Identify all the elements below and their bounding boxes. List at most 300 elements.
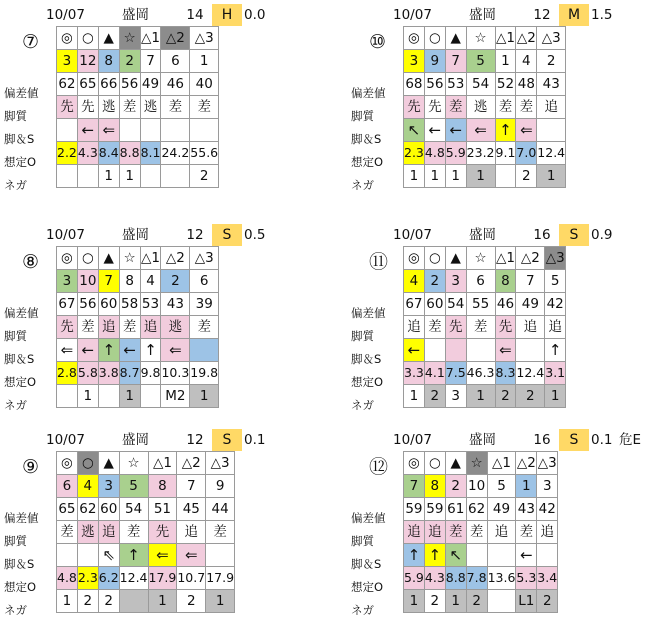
dev-row xyxy=(404,293,566,316)
horse-number-cell: 5 xyxy=(119,475,148,498)
race-date: 10/07 xyxy=(46,227,85,243)
expected-odds-cell: 9.8 xyxy=(140,362,161,385)
row-label: 偏差値 xyxy=(351,306,386,320)
leg-speed-cell: ↑ xyxy=(404,544,425,567)
running-style-cell: 差 xyxy=(77,316,98,339)
mark-cell: △3 xyxy=(190,27,219,50)
mark-cell: ▲ xyxy=(98,247,119,270)
leg-speed-cell xyxy=(466,339,495,362)
leg-speed-cell: ⇐ xyxy=(495,339,516,362)
horse-number-cell: 4 xyxy=(404,270,425,293)
style-row xyxy=(57,521,235,544)
row-label: 想定O xyxy=(4,155,37,169)
mark-cell: △1 xyxy=(140,27,161,50)
row-label: 脚＆S xyxy=(351,352,382,366)
marks-row xyxy=(57,247,219,270)
horse-number-cell: 3 xyxy=(98,475,119,498)
running-style-cell: 先 xyxy=(57,96,78,119)
horses-row xyxy=(57,270,219,293)
row-label: ネガ xyxy=(4,398,27,412)
expected-odds-cell: 12.4 xyxy=(537,142,566,165)
negative-cell: 2 xyxy=(516,385,545,408)
deviation-cell: 43 xyxy=(161,293,190,316)
leg-speed-cell xyxy=(466,544,487,567)
deviation-cell: 55 xyxy=(466,293,495,316)
prediction-grid xyxy=(56,26,219,188)
deviation-cell: 54 xyxy=(466,73,495,96)
leg-speed-cell xyxy=(57,119,78,142)
negative-cell: 1 xyxy=(445,165,466,188)
mark-cell: △2 xyxy=(177,452,206,475)
expected-odds-cell: 5.9 xyxy=(445,142,466,165)
marks-row xyxy=(57,452,235,475)
negative-cell: 1 xyxy=(466,165,495,188)
deviation-cell: 67 xyxy=(57,293,78,316)
running-style-cell: 差 xyxy=(495,96,516,119)
negative-cell xyxy=(161,165,190,188)
expected-odds-cell: 2.8 xyxy=(57,362,78,385)
running-style-cell: 逃 xyxy=(161,316,190,339)
negative-cell xyxy=(487,590,516,613)
deviation-cell: 65 xyxy=(57,498,78,521)
negative-cell xyxy=(77,165,98,188)
row-label: 想定O xyxy=(4,375,37,389)
row-labels xyxy=(4,302,39,417)
track-condition-badge: S xyxy=(212,224,242,246)
mark-cell: △2 xyxy=(516,452,537,475)
deviation-cell: 56 xyxy=(119,73,140,96)
dev-row xyxy=(404,498,558,521)
horse-number-cell: 4 xyxy=(516,50,537,73)
mark-cell: ◎ xyxy=(57,27,78,50)
running-style-cell: 差 xyxy=(466,521,487,544)
dev-row xyxy=(404,73,566,96)
negative-cell: 1 xyxy=(119,165,140,188)
horse-number-cell: 1 xyxy=(190,50,219,73)
running-style-cell: 差 xyxy=(161,96,190,119)
leg-speed-cell xyxy=(537,544,558,567)
deviation-cell: 43 xyxy=(516,498,537,521)
deviation-cell: 51 xyxy=(148,498,177,521)
deviation-cell: 59 xyxy=(404,498,425,521)
leg-speed-cell: ⇐ xyxy=(57,339,78,362)
expected-odds-cell: 5.8 xyxy=(77,362,98,385)
leg-speed-cell: ⇐ xyxy=(466,119,495,142)
expected-odds-cell: 7.0 xyxy=(516,142,537,165)
leg-speed-cell xyxy=(140,119,161,142)
row-labels xyxy=(351,302,386,417)
legs-row xyxy=(404,544,558,567)
leg-speed-cell xyxy=(206,544,235,567)
race-date: 10/07 xyxy=(393,227,432,243)
leg-speed-cell: ⇐ xyxy=(161,339,190,362)
expected-odds-cell: 12.4 xyxy=(516,362,545,385)
running-style-cell: 差 xyxy=(445,96,466,119)
deviation-cell: 40 xyxy=(190,73,219,96)
marks-row xyxy=(57,27,219,50)
running-style-cell: 追 xyxy=(537,96,566,119)
dev-row xyxy=(57,293,219,316)
deviation-cell: 53 xyxy=(140,293,161,316)
mark-cell: ▲ xyxy=(445,452,466,475)
leg-speed-cell xyxy=(161,119,190,142)
mark-cell: ▲ xyxy=(445,247,466,270)
negative-cell: 2 xyxy=(424,590,445,613)
running-style-cell: 逃 xyxy=(466,96,495,119)
horse-number-cell: 1 xyxy=(495,50,516,73)
running-style-cell: 差 xyxy=(466,316,495,339)
mark-cell: △2 xyxy=(161,27,190,50)
mark-cell: ○ xyxy=(77,247,98,270)
row-label: ネガ xyxy=(4,603,27,617)
expected-odds-cell: 8.7 xyxy=(119,362,140,385)
leg-speed-cell: ↑ xyxy=(140,339,161,362)
expected-odds-cell: 3.8 xyxy=(98,362,119,385)
mark-cell: ☆ xyxy=(119,247,140,270)
mark-cell: △3 xyxy=(537,27,566,50)
horse-number-cell: 3 xyxy=(57,270,78,293)
running-style-cell: 追 xyxy=(404,316,425,339)
mark-cell: △3 xyxy=(537,452,558,475)
marks-row xyxy=(404,452,558,475)
negative-cell: 2 xyxy=(190,165,219,188)
race-index-value: 0.1 xyxy=(244,432,266,448)
race-number: ⑨ xyxy=(22,456,40,478)
deviation-cell: 45 xyxy=(177,498,206,521)
deviation-cell: 68 xyxy=(404,73,425,96)
deviation-cell: 62 xyxy=(466,498,487,521)
expected-odds-cell: 9.1 xyxy=(495,142,516,165)
horse-number-cell: 8 xyxy=(148,475,177,498)
running-style-cell: 先 xyxy=(404,96,425,119)
race-number: ⑪ xyxy=(369,251,389,273)
horse-number-cell: 3 xyxy=(57,50,78,73)
horse-number-cell: 2 xyxy=(119,50,140,73)
horse-number-cell: 8 xyxy=(119,270,140,293)
negative-cell xyxy=(98,385,119,408)
mark-cell: △1 xyxy=(495,27,516,50)
runner-count: 12 xyxy=(186,432,204,448)
leg-speed-cell: ↖ xyxy=(404,119,425,142)
negative-cell xyxy=(57,385,78,408)
deviation-cell: 56 xyxy=(77,293,98,316)
running-style-cell: 逃 xyxy=(98,96,119,119)
negative-cell: L1 xyxy=(516,590,537,613)
nega-row xyxy=(404,590,558,613)
nega-row xyxy=(404,385,566,408)
runner-count: 14 xyxy=(186,7,204,23)
row-label: 想定O xyxy=(351,375,384,389)
negative-cell: 2 xyxy=(77,590,98,613)
horse-number-cell: 10 xyxy=(77,270,98,293)
row-label: 偏差値 xyxy=(351,511,386,525)
race-number: ⑧ xyxy=(22,251,40,273)
horses-row xyxy=(404,270,566,293)
prediction-grid xyxy=(56,451,235,613)
row-label: 脚＆S xyxy=(351,132,382,146)
deviation-cell: 46 xyxy=(161,73,190,96)
mark-cell: ○ xyxy=(424,452,445,475)
marks-row xyxy=(404,247,566,270)
row-labels xyxy=(351,507,386,622)
mark-cell: ☆ xyxy=(119,27,140,50)
mark-cell: △2 xyxy=(161,247,190,270)
row-label: 脚質 xyxy=(4,534,27,548)
negative-cell: 1 xyxy=(537,165,566,188)
negative-cell: 1 xyxy=(424,165,445,188)
leg-speed-cell: ↑ xyxy=(495,119,516,142)
row-label: 想定O xyxy=(351,155,384,169)
deviation-cell: 49 xyxy=(487,498,516,521)
legs-row xyxy=(404,119,566,142)
dev-row xyxy=(57,498,235,521)
running-style-cell: 追 xyxy=(98,316,119,339)
negative-cell: 1 xyxy=(190,385,219,408)
horse-number-cell: 5 xyxy=(466,50,495,73)
runner-count: 16 xyxy=(533,432,551,448)
danger-note: 危E xyxy=(619,432,642,448)
mark-cell: ◎ xyxy=(404,452,425,475)
nega-row xyxy=(57,385,219,408)
running-style-cell: 差 xyxy=(57,521,78,544)
horse-number-cell: 7 xyxy=(98,270,119,293)
deviation-cell: 54 xyxy=(119,498,148,521)
negative-cell xyxy=(57,165,78,188)
negative-cell: 1 xyxy=(404,590,425,613)
negative-cell: 1 xyxy=(148,590,177,613)
negative-cell: 1 xyxy=(119,385,140,408)
expected-odds-cell: 4.8 xyxy=(424,142,445,165)
expected-odds-cell: 8.3 xyxy=(495,362,516,385)
nega-row xyxy=(404,165,566,188)
row-label: 脚質 xyxy=(351,109,374,123)
mark-cell: ○ xyxy=(424,27,445,50)
expected-odds-cell: 3.1 xyxy=(545,362,566,385)
leg-speed-cell: ⇐ xyxy=(177,544,206,567)
expected-odds-cell: 4.8 xyxy=(57,567,78,590)
expected-odds-cell: 5.9 xyxy=(404,567,425,590)
track-condition-badge: S xyxy=(212,429,242,451)
row-label: 脚質 xyxy=(4,109,27,123)
race-date: 10/07 xyxy=(393,7,432,23)
horse-number-cell: 7 xyxy=(404,475,425,498)
horse-number-cell: 8 xyxy=(495,270,516,293)
runner-count: 16 xyxy=(533,227,551,243)
deviation-cell: 49 xyxy=(516,293,545,316)
leg-speed-cell xyxy=(537,119,566,142)
deviation-cell: 62 xyxy=(77,498,98,521)
horse-number-cell: 6 xyxy=(57,475,78,498)
deviation-cell: 42 xyxy=(537,498,558,521)
deviation-cell: 49 xyxy=(140,73,161,96)
negative-cell: M2 xyxy=(161,385,190,408)
running-style-cell: 差 xyxy=(424,316,445,339)
runner-count: 12 xyxy=(533,7,551,23)
prediction-grid xyxy=(403,246,566,408)
negative-cell: 1 xyxy=(206,590,235,613)
leg-speed-cell: ← xyxy=(516,544,537,567)
race-index-value: 0.9 xyxy=(591,227,613,243)
deviation-cell: 52 xyxy=(495,73,516,96)
expected-odds-cell: 10.7 xyxy=(177,567,206,590)
horse-number-cell: 7 xyxy=(140,50,161,73)
race-venue: 盛岡 xyxy=(469,227,496,243)
running-style-cell: 先 xyxy=(495,316,516,339)
leg-speed-cell: ↑ xyxy=(119,544,148,567)
expected-odds-cell: 17.9 xyxy=(206,567,235,590)
deviation-cell: 56 xyxy=(424,73,445,96)
horse-number-cell: 8 xyxy=(424,475,445,498)
track-condition-badge: S xyxy=(559,224,589,246)
odds-row xyxy=(404,362,566,385)
horse-number-cell: 6 xyxy=(161,50,190,73)
mark-cell: △1 xyxy=(148,452,177,475)
leg-speed-cell: ↑ xyxy=(98,339,119,362)
legs-row xyxy=(57,544,235,567)
horse-number-cell: 5 xyxy=(487,475,516,498)
negative-cell: 2 xyxy=(424,385,445,408)
prediction-grid xyxy=(56,246,219,408)
horse-number-cell: 5 xyxy=(545,270,566,293)
race-index-value: 1.5 xyxy=(591,7,613,23)
row-labels xyxy=(4,82,39,197)
expected-odds-cell: 6.2 xyxy=(98,567,119,590)
horse-number-cell: 6 xyxy=(466,270,495,293)
horses-row xyxy=(404,475,558,498)
leg-speed-cell: ← xyxy=(119,339,140,362)
row-labels xyxy=(351,82,386,197)
race-venue: 盛岡 xyxy=(122,432,149,448)
mark-cell: ○ xyxy=(77,452,98,475)
expected-odds-cell: 7.5 xyxy=(445,362,466,385)
negative-cell: 2 xyxy=(516,165,537,188)
race-date: 10/07 xyxy=(46,7,85,23)
leg-speed-cell: ← xyxy=(77,339,98,362)
legs-row xyxy=(404,339,566,362)
style-row xyxy=(57,316,219,339)
leg-speed-cell xyxy=(487,544,516,567)
mark-cell: ▲ xyxy=(98,452,119,475)
horse-number-cell: 6 xyxy=(190,270,219,293)
leg-speed-cell xyxy=(516,339,545,362)
mark-cell: ▲ xyxy=(445,27,466,50)
expected-odds-cell: 10.3 xyxy=(161,362,190,385)
race-number: ⑦ xyxy=(22,31,40,53)
running-style-cell: 追 xyxy=(487,521,516,544)
odds-row xyxy=(57,142,219,165)
deviation-cell: 67 xyxy=(404,293,425,316)
running-style-cell: 追 xyxy=(516,316,545,339)
leg-speed-cell: ← xyxy=(77,119,98,142)
leg-speed-cell: ⇐ xyxy=(148,544,177,567)
race-index-value: 0.1 xyxy=(591,432,613,448)
expected-odds-cell: 2.2 xyxy=(57,142,78,165)
horse-number-cell: 7 xyxy=(177,475,206,498)
mark-cell: △1 xyxy=(487,452,516,475)
negative-cell: 1 xyxy=(545,385,566,408)
odds-row xyxy=(57,567,235,590)
horse-number-cell: 9 xyxy=(206,475,235,498)
horse-number-cell: 1 xyxy=(516,475,537,498)
horse-number-cell: 3 xyxy=(537,475,558,498)
expected-odds-cell: 17.9 xyxy=(148,567,177,590)
running-style-cell: 差 xyxy=(190,316,219,339)
race-index-value: 0.5 xyxy=(244,227,266,243)
horse-number-cell: 12 xyxy=(77,50,98,73)
horse-number-cell: 8 xyxy=(98,50,119,73)
mark-cell: ◎ xyxy=(57,452,78,475)
running-style-cell: 差 xyxy=(445,521,466,544)
row-label: ネガ xyxy=(351,178,374,192)
leg-speed-cell: ⇐ xyxy=(516,119,537,142)
horse-number-cell: 10 xyxy=(466,475,487,498)
leg-speed-cell: ↑ xyxy=(424,544,445,567)
style-row xyxy=(404,316,566,339)
deviation-cell: 59 xyxy=(424,498,445,521)
mark-cell: △3 xyxy=(206,452,235,475)
expected-odds-cell: 3.4 xyxy=(537,567,558,590)
row-label: ネガ xyxy=(4,178,27,192)
odds-row xyxy=(404,567,558,590)
deviation-cell: 66 xyxy=(98,73,119,96)
mark-cell: △1 xyxy=(495,247,516,270)
negative-cell xyxy=(140,165,161,188)
track-condition-badge: S xyxy=(559,429,589,451)
expected-odds-cell: 13.6 xyxy=(487,567,516,590)
legs-row xyxy=(57,119,219,142)
negative-cell xyxy=(119,590,148,613)
running-style-cell: 先 xyxy=(57,316,78,339)
running-style-cell: 追 xyxy=(140,316,161,339)
mark-cell: △3 xyxy=(190,247,219,270)
row-label: ネガ xyxy=(351,603,374,617)
race-venue: 盛岡 xyxy=(122,227,149,243)
legs-row xyxy=(57,339,219,362)
expected-odds-cell: 2.3 xyxy=(404,142,425,165)
row-label: 偏差値 xyxy=(4,306,39,320)
row-label: 脚質 xyxy=(351,329,374,343)
negative-cell: 2 xyxy=(98,590,119,613)
leg-speed-cell xyxy=(190,119,219,142)
row-label: 脚＆S xyxy=(4,557,35,571)
expected-odds-cell: 55.6 xyxy=(190,142,219,165)
race-number: ⑫ xyxy=(369,456,389,478)
mark-cell: ◎ xyxy=(57,247,78,270)
row-label: 脚＆S xyxy=(4,352,35,366)
negative-cell: 2 xyxy=(495,385,516,408)
expected-odds-cell: 8.8 xyxy=(119,142,140,165)
negative-cell: 2 xyxy=(537,590,558,613)
deviation-cell: 48 xyxy=(516,73,537,96)
running-style-cell: 先 xyxy=(148,521,177,544)
leg-speed-cell xyxy=(57,544,78,567)
mark-cell: ☆ xyxy=(119,452,148,475)
running-style-cell: 差 xyxy=(119,96,140,119)
race-index-value: 0.0 xyxy=(244,7,266,23)
horse-number-cell: 2 xyxy=(161,270,190,293)
race-venue: 盛岡 xyxy=(469,432,496,448)
row-label: 脚質 xyxy=(4,329,27,343)
deviation-cell: 42 xyxy=(545,293,566,316)
deviation-cell: 44 xyxy=(206,498,235,521)
negative-cell: 2 xyxy=(177,590,206,613)
expected-odds-cell: 46.3 xyxy=(466,362,495,385)
horse-number-cell: 2 xyxy=(537,50,566,73)
leg-speed-cell xyxy=(190,339,219,362)
deviation-cell: 60 xyxy=(98,293,119,316)
expected-odds-cell: 24.2 xyxy=(161,142,190,165)
horse-number-cell: 9 xyxy=(424,50,445,73)
